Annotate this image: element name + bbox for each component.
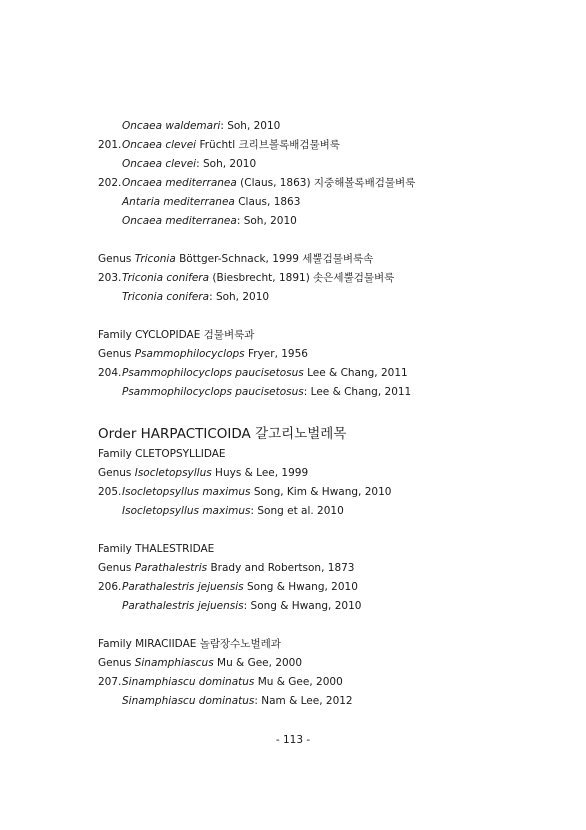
entry-line	[98, 348, 308, 361]
taxon-name: Oncaea clevei	[122, 158, 197, 170]
entry-text: Song & Hwang, 2010	[243, 581, 358, 593]
entry-line	[98, 676, 343, 689]
entry-line	[98, 272, 394, 285]
entry-text: Mu & Gee, 2000	[213, 657, 303, 669]
entry-text: Genus	[98, 467, 135, 479]
entry-line	[122, 158, 256, 171]
entry-number: 206.	[98, 581, 122, 593]
entry-line	[98, 657, 302, 670]
entry-number: 202.	[98, 177, 122, 189]
entry-text: Huys & Lee, 1999	[211, 467, 309, 479]
taxon-name: Sinamphiascu dominatus	[122, 695, 255, 707]
taxon-name: Oncaea clevei	[122, 139, 197, 151]
entry-line	[122, 386, 411, 399]
entry-text: Family THALESTRIDAE	[98, 543, 215, 555]
taxon-name: Psammophilocyclops paucisetosus	[122, 367, 304, 379]
entry-text: : Soh, 2010	[236, 215, 297, 227]
taxon-name: Triconia conifera	[122, 272, 210, 284]
taxon-name: Isocletopsyllus maximus	[122, 486, 251, 498]
taxon-name: Isocletopsyllus maximus	[122, 505, 251, 517]
taxon-name: Triconia conifera	[122, 291, 210, 303]
entry-text: Claus, 1863	[234, 196, 301, 208]
taxon-name: Parathalestris jejuensis	[122, 581, 244, 593]
entry-line	[98, 543, 214, 556]
entry-line	[98, 581, 358, 594]
entry-text: : Soh, 2010	[209, 291, 270, 303]
entry-text: : Soh, 2010	[196, 158, 257, 170]
taxon-name: Antaria mediterranea	[122, 196, 235, 208]
entry-line	[122, 600, 361, 613]
entry-text: (Claus, 1863) 지중해볼록배검물벼룩	[236, 177, 416, 189]
taxon-name: Triconia	[134, 253, 176, 265]
taxon-name: Parathalestris	[134, 562, 208, 574]
entry-line	[122, 120, 280, 133]
entry-text: : Song et al. 2010	[250, 505, 344, 517]
taxon-name: Sinamphiascus	[134, 657, 214, 669]
entry-text: : Lee & Chang, 2011	[303, 386, 412, 398]
entry-line	[122, 291, 269, 304]
entry-text: Order HARPACTICOIDA 갈고리노벌레목	[98, 426, 347, 442]
entry-text: Genus	[98, 348, 135, 360]
entry-text: Böttger-Schnack, 1999 세뿔검물벼룩속	[175, 253, 374, 265]
taxon-name: Sinamphiascu dominatus	[122, 676, 255, 688]
entry-number: 203.	[98, 272, 122, 284]
entry-text: Früchtl 크리브볼록배검물벼룩	[196, 139, 340, 151]
entry-text: : Song & Hwang, 2010	[243, 600, 362, 612]
entry-text: Family CLETOPSYLLIDAE	[98, 448, 226, 460]
taxon-name: Oncaea waldemari	[122, 120, 221, 132]
entry-line	[98, 486, 391, 499]
entry-text: Song, Kim & Hwang, 2010	[250, 486, 392, 498]
entry-text: Genus	[98, 253, 135, 265]
entry-text: Brady and Robertson, 1873	[207, 562, 355, 574]
entry-text: Lee & Chang, 2011	[303, 367, 408, 379]
entry-text: Genus	[98, 657, 135, 669]
entry-text: Fryer, 1956	[244, 348, 308, 360]
entry-text: Mu & Gee, 2000	[254, 676, 343, 688]
entry-line	[98, 329, 254, 342]
entry-line	[122, 505, 344, 518]
entry-line	[98, 448, 226, 461]
entry-line	[98, 428, 346, 441]
entry-line	[98, 562, 354, 575]
entry-text: Family CYCLOPIDAE 검물벼룩과	[98, 329, 255, 341]
entry-number: 205.	[98, 486, 122, 498]
taxon-name: Parathalestris jejuensis	[122, 600, 244, 612]
entry-line	[98, 177, 415, 190]
taxon-name: Oncaea mediterranea	[122, 215, 237, 227]
entry-text: Family MIRACIIDAE 놀람장수노벌레과	[98, 638, 281, 650]
taxon-name: Psammophilocyclops	[134, 348, 245, 360]
entry-text: Genus	[98, 562, 135, 574]
taxon-name: Oncaea mediterranea	[122, 177, 237, 189]
entry-line	[98, 367, 408, 380]
page-number: - 113 -	[275, 734, 311, 746]
entry-line	[122, 695, 353, 708]
entry-line	[98, 467, 308, 480]
taxon-name: Psammophilocyclops paucisetosus	[122, 386, 304, 398]
entry-number: 207.	[98, 676, 122, 688]
entry-line	[122, 196, 300, 209]
entry-line	[98, 253, 373, 266]
entry-text: : Soh, 2010	[220, 120, 281, 132]
entry-number: 201.	[98, 139, 122, 151]
entry-text: : Nam & Lee, 2012	[254, 695, 353, 707]
entry-text: (Biesbrecht, 1891) 솟은세뿔검물벼룩	[209, 272, 395, 284]
taxon-name: Isocletopsyllus	[134, 467, 212, 479]
entry-line	[98, 139, 340, 152]
entry-line	[98, 638, 281, 651]
entry-line	[122, 215, 297, 228]
entry-number: 204.	[98, 367, 122, 379]
